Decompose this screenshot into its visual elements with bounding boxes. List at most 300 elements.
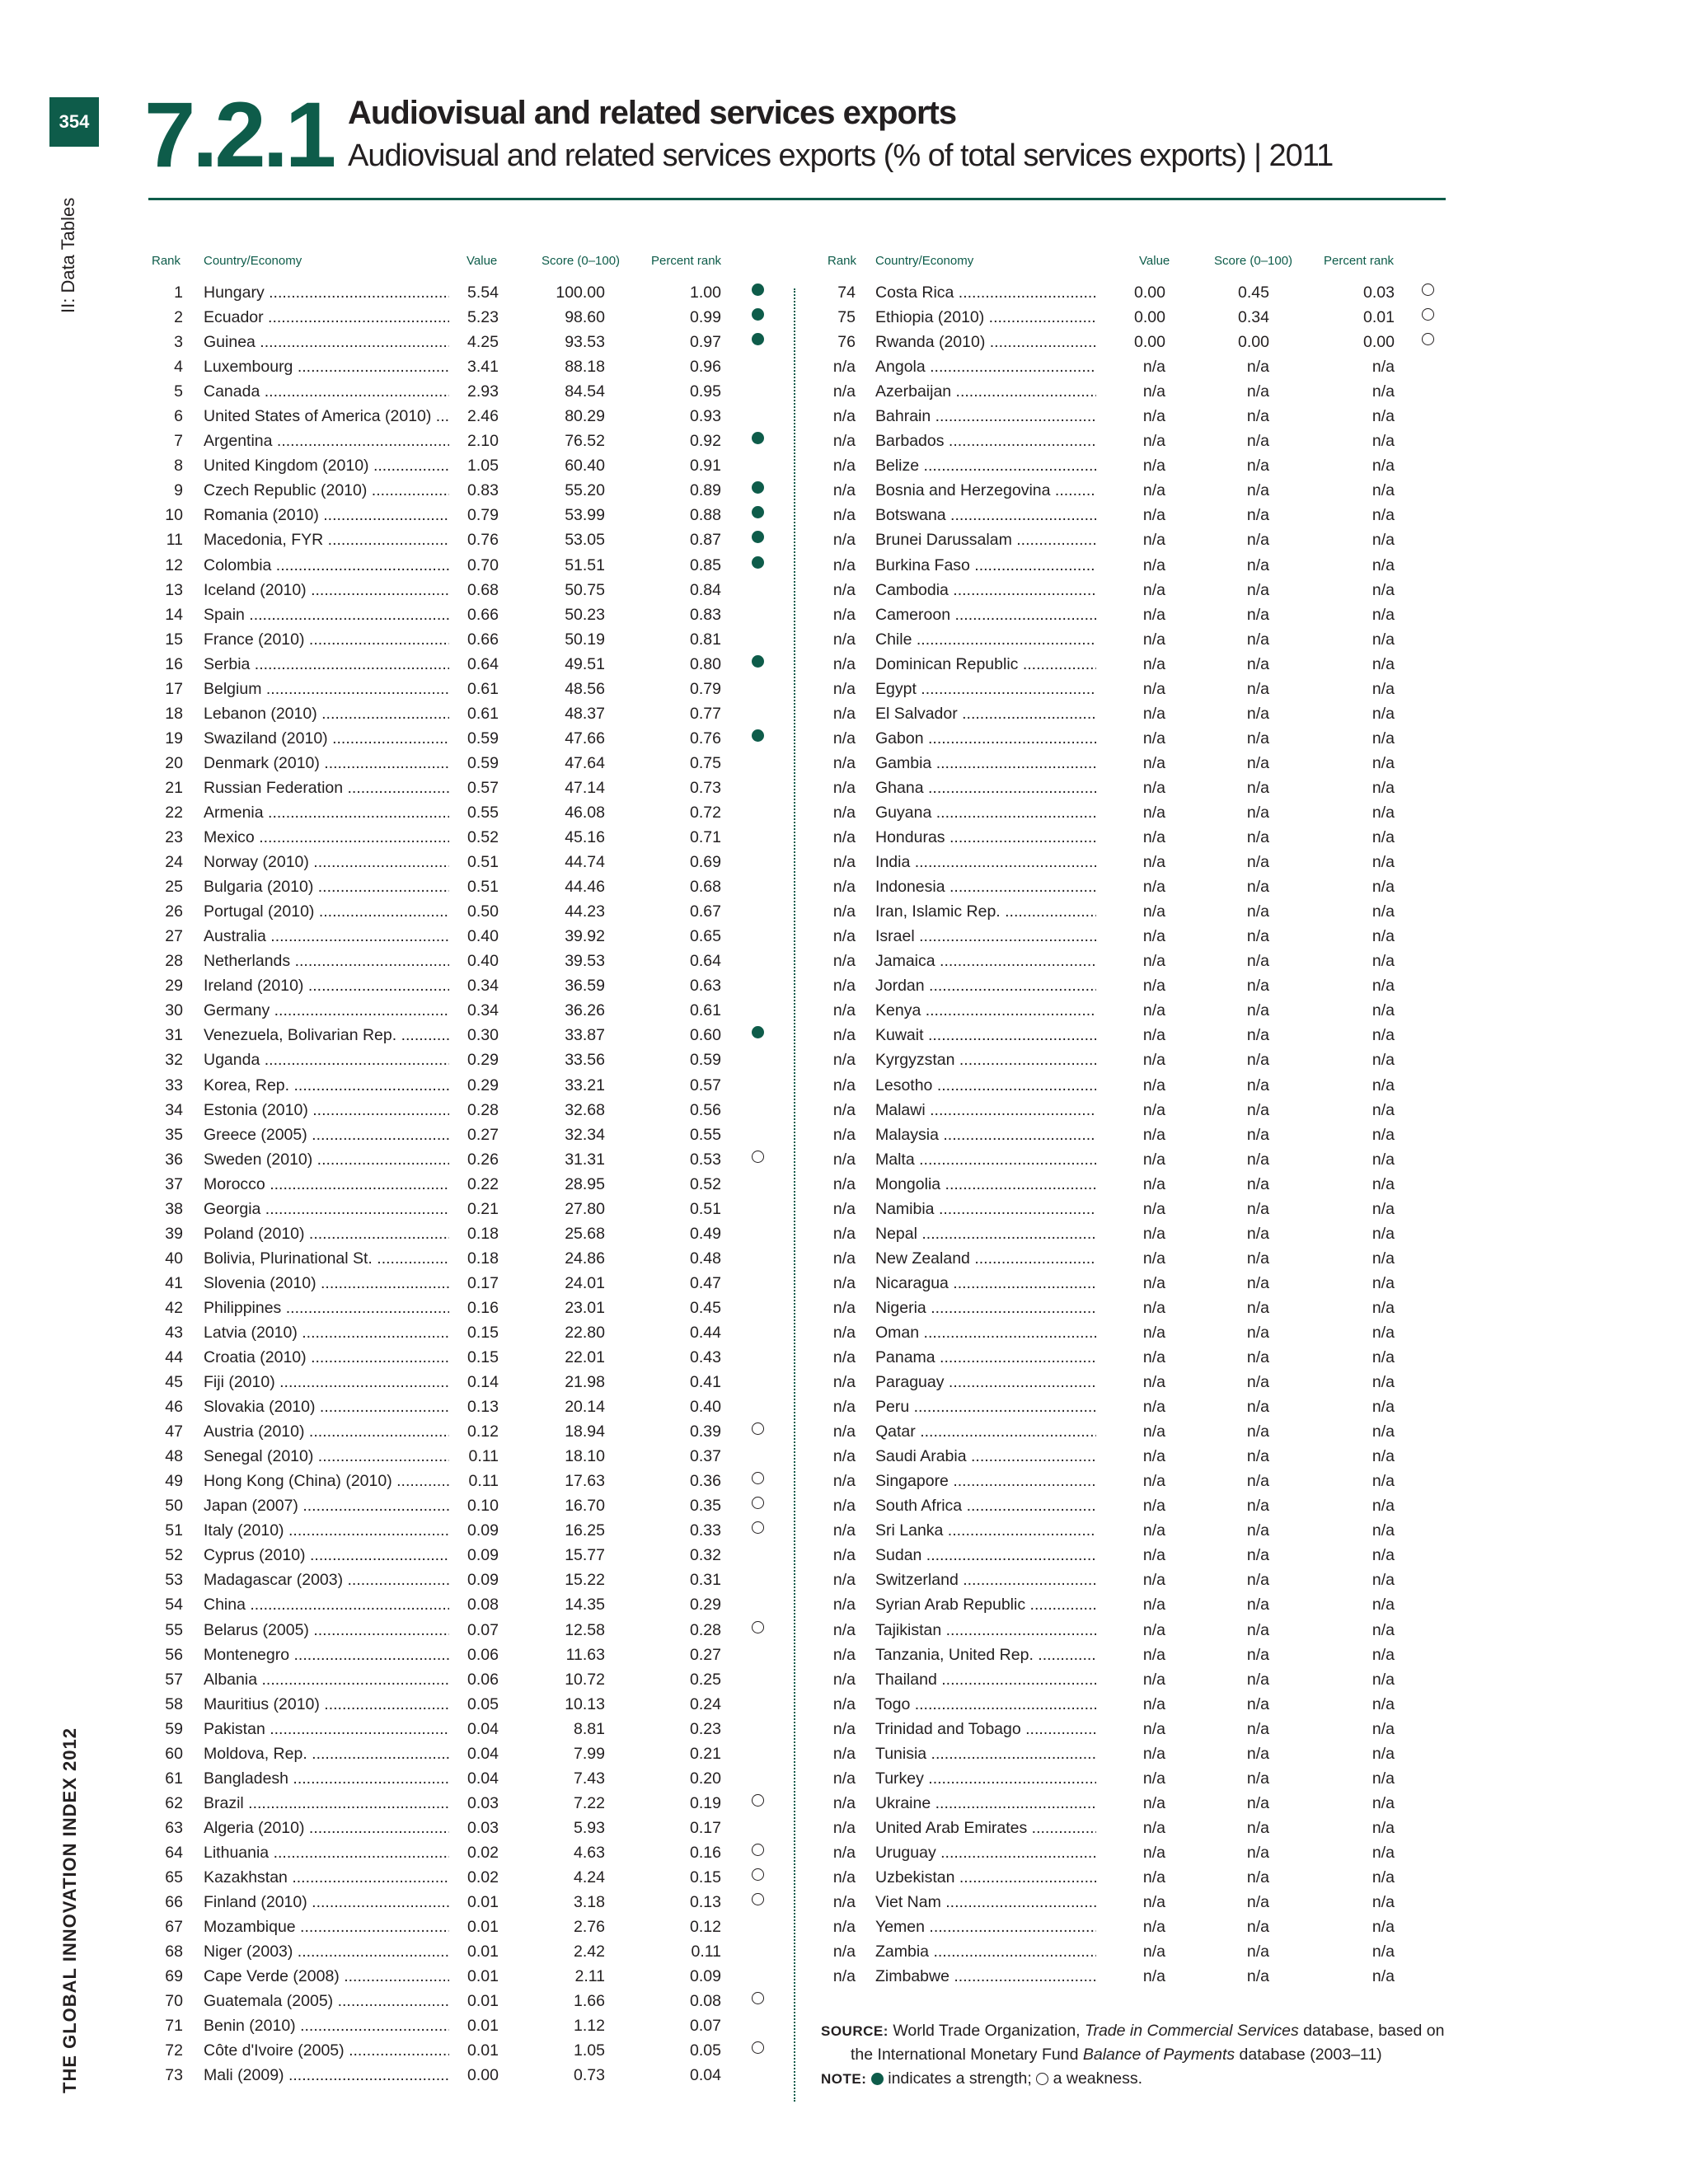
rank-cell: 25: [165, 878, 183, 897]
country-cell: Australia .....: [204, 927, 467, 946]
country-cell: Macedonia, FYR .....: [204, 531, 467, 550]
percent-rank-cell: 0.81: [663, 630, 721, 649]
country-cell: Botswana .....: [875, 506, 1139, 525]
rank-cell: 27: [165, 927, 183, 946]
score-cell: n/a: [1192, 407, 1269, 426]
percent-rank-cell: n/a: [1334, 1299, 1395, 1318]
percent-rank-cell: n/a: [1334, 1893, 1395, 1912]
country-cell: France (2010) .....: [204, 630, 467, 649]
country-cell: Hungary .....: [204, 284, 467, 302]
value-cell: 0.52: [449, 828, 499, 847]
rank-cell: n/a: [832, 729, 856, 748]
table-row: [0, 1023, 1467, 1047]
country-cell: Croatia (2010) .....: [204, 1348, 467, 1367]
rank-cell: n/a: [832, 1001, 856, 1020]
percent-rank-cell: 0.97: [663, 333, 721, 352]
country-cell: Netherlands .....: [204, 952, 467, 971]
weakness-circle-icon: [752, 1992, 764, 2004]
value-cell: 0.64: [449, 655, 499, 674]
country-cell: Lebanon (2010) .....: [204, 705, 467, 724]
rank-cell: n/a: [832, 457, 856, 476]
country-cell: Jamaica .....: [875, 952, 1139, 971]
rank-cell: n/a: [832, 1026, 856, 1045]
percent-rank-cell: 0.27: [663, 1646, 721, 1665]
rank-cell: n/a: [832, 555, 856, 574]
rank-cell: n/a: [832, 878, 856, 897]
rank-cell: 65: [165, 1868, 183, 1886]
value-cell: n/a: [1096, 853, 1165, 872]
score-cell: n/a: [1192, 1893, 1269, 1912]
country-cell: Argentina .....: [204, 432, 467, 451]
value-cell: 0.66: [449, 606, 499, 625]
percent-rank-cell: 0.60: [663, 1026, 721, 1045]
score-cell: n/a: [1192, 457, 1269, 476]
country-cell: Kazakhstan .....: [204, 1868, 467, 1887]
percent-rank-cell: 0.84: [663, 581, 721, 600]
percent-rank-cell: 0.33: [663, 1521, 721, 1540]
value-cell: 0.22: [449, 1175, 499, 1194]
percent-rank-cell: n/a: [1334, 952, 1395, 971]
rank-cell: 39: [165, 1224, 183, 1243]
rank-cell: n/a: [832, 1744, 856, 1763]
country-cell: Mali (2009) .....: [204, 2066, 467, 2085]
percent-rank-cell: n/a: [1334, 1497, 1395, 1516]
rank-cell: 22: [165, 803, 183, 822]
score-cell: 44.74: [531, 853, 605, 872]
table-row: [0, 899, 1467, 924]
rank-cell: n/a: [832, 1273, 856, 1292]
value-cell: n/a: [1096, 1373, 1165, 1392]
country-cell: Indonesia .....: [875, 878, 1139, 897]
table-row: [0, 453, 1467, 478]
score-cell: n/a: [1192, 606, 1269, 625]
source-line-1: [821, 2022, 1444, 2040]
percent-rank-cell: 0.19: [663, 1794, 721, 1813]
strength-dot-icon: [871, 2073, 884, 2085]
percent-rank-cell: 0.01: [1334, 308, 1395, 327]
value-cell: 0.14: [449, 1373, 499, 1392]
country-cell: Kenya .....: [875, 1001, 1139, 1020]
value-cell: n/a: [1096, 457, 1165, 476]
rank-cell: n/a: [832, 927, 856, 946]
country-cell: South Africa .....: [875, 1497, 1139, 1516]
value-cell: 0.21: [449, 1200, 499, 1219]
value-cell: n/a: [1096, 556, 1165, 575]
value-cell: n/a: [1096, 754, 1165, 773]
score-cell: 39.53: [531, 952, 605, 971]
table-row: [0, 2038, 791, 2063]
score-cell: n/a: [1192, 1422, 1269, 1441]
country-cell: Bosnia and Herzegovina .....: [875, 481, 1139, 500]
score-cell: 20.14: [531, 1398, 605, 1417]
percent-rank-cell: n/a: [1334, 1720, 1395, 1739]
note-weakness-text: a weakness.: [1053, 2069, 1143, 2088]
rank-cell: 63: [165, 1818, 183, 1837]
percent-rank-cell: 0.25: [663, 1671, 721, 1690]
value-cell: n/a: [1096, 977, 1165, 996]
score-cell: n/a: [1192, 705, 1269, 724]
score-cell: 18.94: [531, 1422, 605, 1441]
rank-cell: 72: [165, 2041, 183, 2060]
percent-rank-cell: n/a: [1334, 1695, 1395, 1714]
country-cell: Dominican Republic .....: [875, 655, 1139, 674]
percent-rank-cell: 0.57: [663, 1076, 721, 1095]
score-cell: n/a: [1192, 1769, 1269, 1788]
country-cell: Hong Kong (China) (2010) .....: [204, 1472, 467, 1491]
rank-cell: n/a: [832, 977, 856, 996]
table-row: [0, 1717, 1467, 1741]
value-cell: n/a: [1096, 655, 1165, 674]
table-row: [0, 1370, 1467, 1394]
score-cell: 17.63: [531, 1472, 605, 1491]
score-cell: 51.51: [531, 556, 605, 575]
score-cell: 10.72: [531, 1671, 605, 1690]
percent-rank-cell: 0.73: [663, 779, 721, 798]
rank-cell: 53: [165, 1571, 183, 1590]
country-cell: Finland (2010) .....: [204, 1893, 467, 1912]
rank-cell: 3: [174, 333, 183, 352]
value-cell: n/a: [1096, 1943, 1165, 1961]
value-cell: n/a: [1096, 1521, 1165, 1540]
percent-rank-cell: n/a: [1334, 1422, 1395, 1441]
score-cell: n/a: [1192, 729, 1269, 748]
percent-rank-cell: 0.64: [663, 952, 721, 971]
percent-rank-cell: 0.75: [663, 754, 721, 773]
country-cell: Kuwait .....: [875, 1026, 1139, 1045]
value-cell: n/a: [1096, 1646, 1165, 1665]
country-cell: Iran, Islamic Rep. .....: [875, 902, 1139, 921]
value-cell: n/a: [1096, 729, 1165, 748]
value-cell: n/a: [1096, 680, 1165, 699]
table-row: [0, 1246, 1467, 1271]
percent-rank-cell: 0.21: [663, 1745, 721, 1764]
table-row: [0, 1098, 1467, 1122]
country-cell: Costa Rica .....: [875, 284, 1139, 302]
score-cell: n/a: [1192, 506, 1269, 525]
rank-cell: n/a: [832, 803, 856, 822]
value-cell: n/a: [1096, 1967, 1165, 1986]
percent-rank-cell: 0.11: [663, 1943, 721, 1961]
percent-rank-cell: 0.36: [663, 1472, 721, 1491]
rank-cell: 71: [165, 2017, 183, 2036]
header-rank: Rank: [828, 254, 857, 268]
country-cell: Belgium .....: [204, 680, 467, 699]
source-database-name: Trade in Commercial Services: [1085, 2022, 1299, 2040]
value-cell: n/a: [1096, 630, 1165, 649]
value-cell: n/a: [1096, 1051, 1165, 1070]
value-cell: n/a: [1096, 779, 1165, 798]
score-cell: 49.51: [531, 655, 605, 674]
percent-rank-cell: n/a: [1334, 606, 1395, 625]
rank-cell: 43: [165, 1323, 183, 1342]
country-cell: Viet Nam .....: [875, 1893, 1139, 1912]
value-cell: 0.09: [449, 1546, 499, 1565]
percent-rank-cell: 0.51: [663, 1200, 721, 1219]
header-score: Score (0–100): [542, 254, 621, 268]
country-cell: Ukraine .....: [875, 1794, 1139, 1813]
percent-rank-cell: 0.79: [663, 680, 721, 699]
score-cell: n/a: [1192, 1868, 1269, 1887]
rank-cell: n/a: [832, 1571, 856, 1590]
country-cell: Belarus (2005) .....: [204, 1621, 467, 1640]
value-cell: n/a: [1096, 1026, 1165, 1045]
rank-cell: n/a: [832, 1447, 856, 1466]
percent-rank-cell: n/a: [1334, 1076, 1395, 1095]
table-row: [0, 1592, 1467, 1617]
country-cell: Madagascar (2003) .....: [204, 1571, 467, 1590]
country-cell: Bangladesh .....: [204, 1769, 467, 1788]
percent-rank-cell: 0.44: [663, 1324, 721, 1343]
source-text: database, based on: [1298, 2022, 1445, 2040]
country-cell: Peru .....: [875, 1398, 1139, 1417]
score-cell: 44.23: [531, 902, 605, 921]
percent-rank-cell: n/a: [1334, 1571, 1395, 1590]
table-row: [0, 998, 1467, 1023]
score-cell: n/a: [1192, 1621, 1269, 1640]
rank-cell: 37: [165, 1174, 183, 1193]
country-cell: Azerbaijan .....: [875, 382, 1139, 401]
value-cell: 2.93: [449, 382, 499, 401]
value-cell: 0.01: [449, 2017, 499, 2036]
value-cell: 0.70: [449, 556, 499, 575]
value-cell: n/a: [1096, 1447, 1165, 1466]
percent-rank-cell: n/a: [1334, 1868, 1395, 1887]
score-cell: 31.31: [531, 1151, 605, 1169]
score-cell: 22.80: [531, 1324, 605, 1343]
score-cell: n/a: [1192, 1943, 1269, 1961]
score-cell: 93.53: [531, 333, 605, 352]
score-cell: n/a: [1192, 1819, 1269, 1838]
value-cell: 0.11: [449, 1447, 499, 1466]
note-strength-text: indicates a strength;: [888, 2069, 1032, 2088]
country-cell: Panama .....: [875, 1348, 1139, 1367]
score-cell: n/a: [1192, 1175, 1269, 1194]
country-cell: Belize .....: [875, 457, 1139, 476]
rank-cell: 31: [165, 1026, 183, 1045]
score-cell: 1.05: [531, 2041, 605, 2060]
page-title: Audiovisual and related services exports: [348, 95, 957, 131]
score-cell: 48.56: [531, 680, 605, 699]
value-cell: n/a: [1096, 1225, 1165, 1244]
rank-cell: 45: [165, 1373, 183, 1392]
percent-rank-cell: 0.76: [663, 729, 721, 748]
percent-rank-cell: n/a: [1334, 853, 1395, 872]
score-cell: 18.10: [531, 1447, 605, 1466]
country-cell: Sudan .....: [875, 1546, 1139, 1565]
source-text: database (2003–11): [1235, 2046, 1382, 2064]
rank-cell: n/a: [832, 952, 856, 971]
percent-rank-cell: n/a: [1334, 878, 1395, 897]
header-rule: [148, 198, 1446, 200]
rank-cell: n/a: [832, 1125, 856, 1144]
value-cell: n/a: [1096, 432, 1165, 451]
score-cell: n/a: [1192, 1348, 1269, 1367]
score-cell: n/a: [1192, 581, 1269, 600]
country-cell: Tunisia .....: [875, 1745, 1139, 1764]
table-row: [0, 553, 1467, 578]
score-cell: 84.54: [531, 382, 605, 401]
percent-rank-cell: 0.93: [663, 407, 721, 426]
value-cell: 0.10: [449, 1497, 499, 1516]
value-cell: n/a: [1096, 1101, 1165, 1120]
rank-cell: n/a: [832, 753, 856, 772]
right-data-table: [0, 280, 1467, 1989]
table-row: [0, 305, 1467, 330]
country-cell: Mauritius (2010) .....: [204, 1695, 467, 1714]
percent-rank-cell: 0.35: [663, 1497, 721, 1516]
rank-cell: n/a: [832, 1298, 856, 1317]
score-cell: 44.46: [531, 878, 605, 897]
value-cell: n/a: [1096, 1422, 1165, 1441]
score-cell: 1.66: [531, 1992, 605, 2011]
country-cell: Morocco .....: [204, 1175, 467, 1194]
country-cell: Colombia .....: [204, 556, 467, 575]
value-cell: n/a: [1096, 1844, 1165, 1863]
rank-cell: 66: [165, 1893, 183, 1912]
value-cell: n/a: [1096, 1794, 1165, 1813]
table-row: [0, 1791, 1467, 1816]
percent-rank-cell: 0.07: [663, 2017, 721, 2036]
country-cell: Nigeria .....: [875, 1299, 1139, 1318]
rank-cell: 76: [837, 333, 856, 352]
rank-cell: n/a: [832, 1596, 856, 1615]
value-cell: 0.03: [449, 1819, 499, 1838]
percent-rank-cell: 0.05: [663, 2041, 721, 2060]
table-row: [0, 1419, 1467, 1444]
percent-rank-cell: n/a: [1334, 804, 1395, 823]
percent-rank-cell: 0.48: [663, 1249, 721, 1268]
score-cell: 5.93: [531, 1819, 605, 1838]
country-cell: Uzbekistan .....: [875, 1868, 1139, 1887]
percent-rank-cell: 0.31: [663, 1571, 721, 1590]
percent-rank-cell: 0.12: [663, 1918, 721, 1937]
rank-cell: 59: [165, 1719, 183, 1738]
percent-rank-cell: 0.99: [663, 308, 721, 327]
rank-cell: n/a: [832, 1769, 856, 1788]
percent-rank-cell: 0.71: [663, 828, 721, 847]
percent-rank-cell: 0.28: [663, 1621, 721, 1640]
rank-cell: n/a: [832, 1373, 856, 1392]
rank-cell: 50: [165, 1497, 183, 1516]
section-label: II: Data Tables: [58, 197, 78, 313]
score-cell: 32.68: [531, 1101, 605, 1120]
percent-rank-cell: 0.88: [663, 506, 721, 525]
score-cell: 16.25: [531, 1521, 605, 1540]
table-row: [0, 800, 1467, 825]
rank-cell: n/a: [832, 605, 856, 624]
value-cell: 0.51: [449, 853, 499, 872]
country-cell: United Arab Emirates .....: [875, 1819, 1139, 1838]
value-cell: 0.13: [449, 1398, 499, 1417]
percent-rank-cell: 0.13: [663, 1893, 721, 1912]
country-cell: Tajikistan .....: [875, 1621, 1139, 1640]
score-cell: 33.56: [531, 1051, 605, 1070]
score-cell: 53.99: [531, 506, 605, 525]
country-cell: Nicaragua .....: [875, 1274, 1139, 1293]
rank-cell: 24: [165, 853, 183, 872]
score-cell: n/a: [1192, 1051, 1269, 1070]
percent-rank-cell: n/a: [1334, 977, 1395, 996]
percent-rank-cell: n/a: [1334, 1918, 1395, 1937]
country-cell: Italy (2010) .....: [204, 1521, 467, 1540]
rank-cell: n/a: [832, 506, 856, 525]
score-cell: n/a: [1192, 1472, 1269, 1491]
value-cell: 0.01: [449, 1918, 499, 1937]
score-cell: n/a: [1192, 779, 1269, 798]
value-cell: 0.27: [449, 1126, 499, 1145]
country-cell: Cape Verde (2008) .....: [204, 1967, 467, 1986]
value-cell: 0.16: [449, 1299, 499, 1318]
rank-cell: 16: [165, 654, 183, 673]
table-row: [0, 627, 1467, 652]
country-cell: Singapore .....: [875, 1472, 1139, 1491]
rank-cell: 9: [174, 481, 183, 500]
score-cell: 36.59: [531, 977, 605, 996]
header-country: Country/Economy: [204, 254, 302, 268]
country-cell: Philippines .....: [204, 1299, 467, 1318]
country-cell: Russian Federation .....: [204, 779, 467, 798]
rank-cell: n/a: [832, 1398, 856, 1417]
rank-cell: n/a: [832, 1100, 856, 1119]
source-label: SOURCE:: [821, 2023, 889, 2039]
rank-cell: n/a: [832, 902, 856, 921]
rank-cell: 52: [165, 1546, 183, 1565]
country-cell: Cyprus (2010) .....: [204, 1546, 467, 1565]
country-cell: Gambia .....: [875, 754, 1139, 773]
country-cell: Japan (2007) .....: [204, 1497, 467, 1516]
score-cell: n/a: [1192, 804, 1269, 823]
value-cell: 0.00: [1096, 333, 1165, 352]
country-cell: Bahrain .....: [875, 407, 1139, 426]
rank-cell: 30: [165, 1001, 183, 1020]
percent-rank-cell: n/a: [1334, 1447, 1395, 1466]
country-cell: Moldova, Rep. .....: [204, 1745, 467, 1764]
score-cell: 1.12: [531, 2017, 605, 2036]
country-cell: Burkina Faso .....: [875, 556, 1139, 575]
country-cell: Ireland (2010) .....: [204, 977, 467, 996]
percent-rank-cell: n/a: [1334, 1001, 1395, 1020]
score-cell: n/a: [1192, 1299, 1269, 1318]
rank-cell: n/a: [832, 432, 856, 451]
country-cell: Cambodia .....: [875, 581, 1139, 600]
country-cell: Zambia .....: [875, 1943, 1139, 1961]
country-cell: Bulgaria (2010) .....: [204, 878, 467, 897]
country-cell: Mexico .....: [204, 828, 467, 847]
percent-rank-cell: 0.56: [663, 1101, 721, 1120]
score-cell: 45.16: [531, 828, 605, 847]
table-row: [0, 1345, 1467, 1370]
rank-cell: n/a: [832, 1843, 856, 1862]
value-cell: 0.29: [449, 1051, 499, 1070]
country-cell: Qatar .....: [875, 1422, 1139, 1441]
percent-rank-cell: 0.45: [663, 1299, 721, 1318]
table-row: [0, 1816, 1467, 1840]
country-cell: Côte d'Ivoire (2005) .....: [204, 2041, 467, 2060]
table-row: [0, 527, 1467, 552]
score-cell: 2.11: [531, 1967, 605, 1986]
country-cell: Czech Republic (2010) .....: [204, 481, 467, 500]
score-cell: n/a: [1192, 1026, 1269, 1045]
rank-cell: 67: [165, 1918, 183, 1937]
table-row: [0, 949, 1467, 973]
value-cell: 0.50: [449, 902, 499, 921]
country-cell: Kyrgyzstan .....: [875, 1051, 1139, 1070]
value-cell: 0.28: [449, 1101, 499, 1120]
value-cell: n/a: [1096, 1398, 1165, 1417]
country-cell: Barbados .....: [875, 432, 1139, 451]
percent-rank-cell: n/a: [1334, 655, 1395, 674]
score-cell: 14.35: [531, 1596, 605, 1615]
